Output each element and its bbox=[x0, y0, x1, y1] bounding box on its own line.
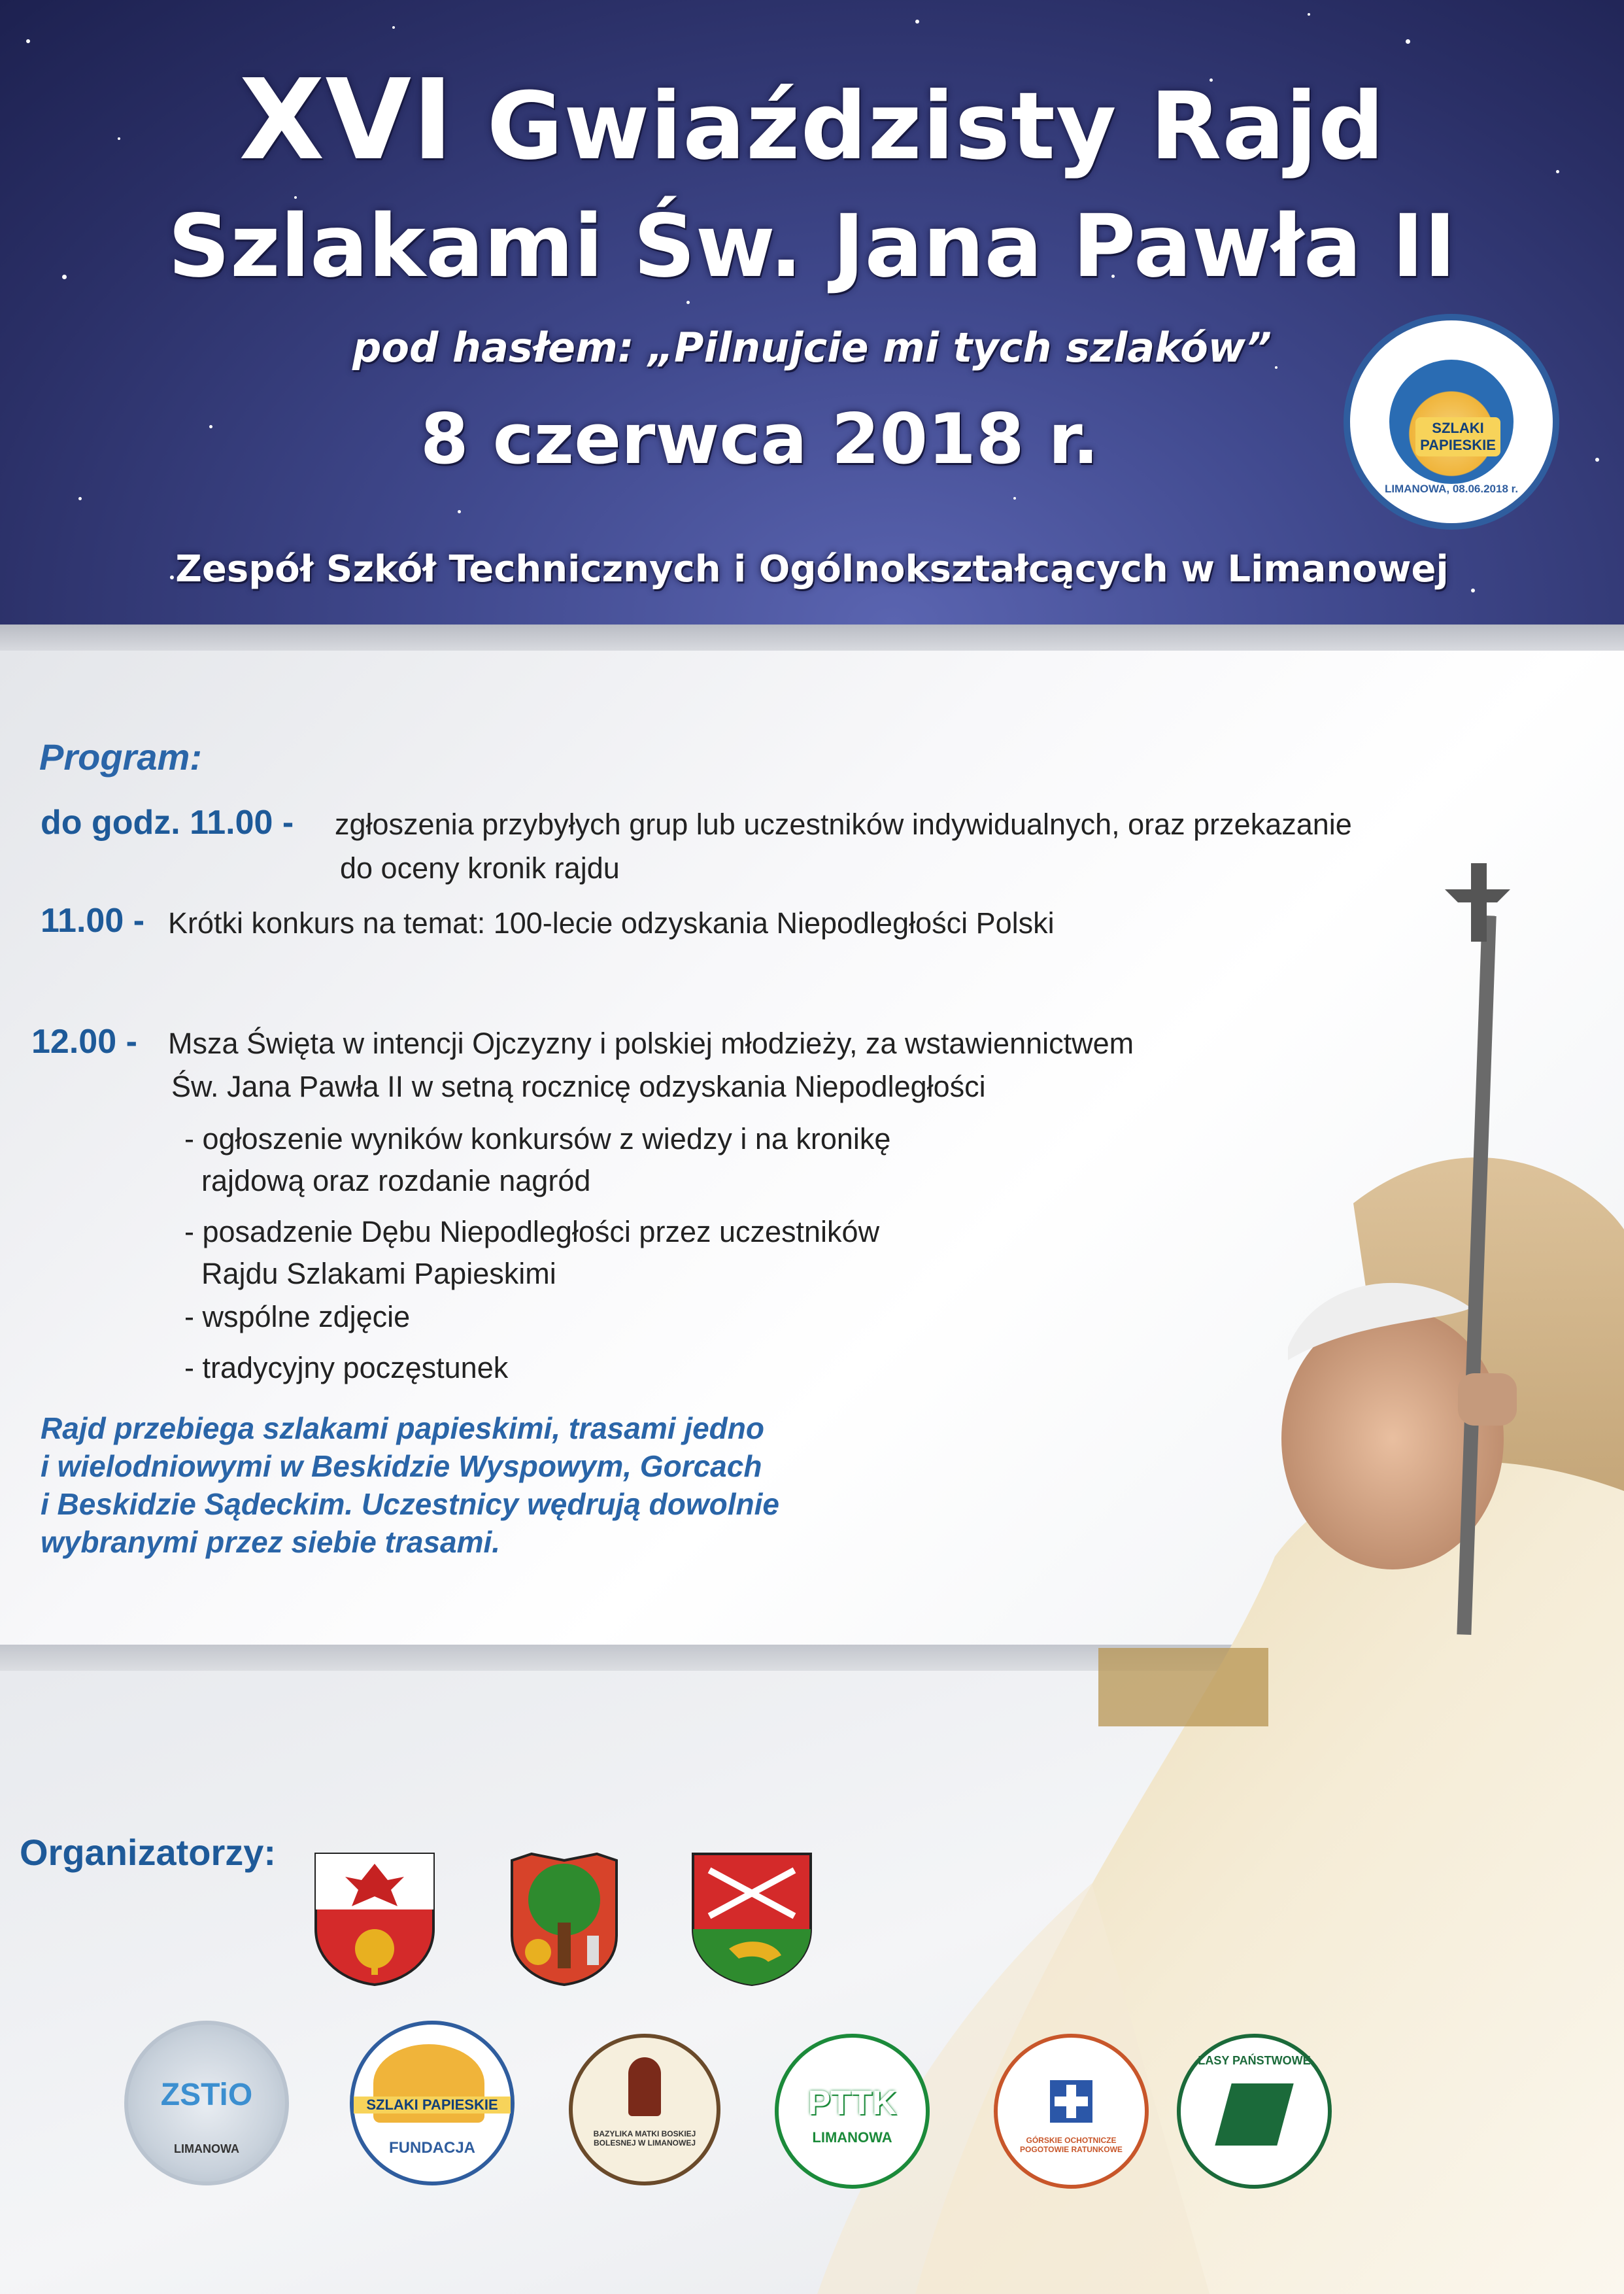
gopr-logo: GÓRSKIE OCHOTNICZE POGOTOWIE RATUNKOWE bbox=[994, 2034, 1149, 2189]
rally-description: Rajd przebiega szlakami papieskimi, trasami jedno i wielodniowymi w Beskidzie Wyspowym, Gorcach i Beskidzie Sądeckim. Uczestnicy wędrują dowolnie wybranymi przez siebie trasami. bbox=[41, 1411, 779, 1559]
program-item-3-line1: Msza Święta w intencji Ojczyzny i polskiej młodzieży, za wstawiennictwem bbox=[168, 1027, 1134, 1060]
program-subitem-4: - tradycyjny poczęstunek bbox=[184, 1351, 509, 1384]
szlaki-papieskie-foundation-logo: SZLAKI PAPIESKIE FUNDACJA bbox=[350, 2021, 515, 2185]
zstio-school-logo: ZSTiO LIMANOWA bbox=[124, 2021, 289, 2185]
program-heading: Program: bbox=[39, 736, 202, 778]
seal-ring-text: LIMANOWA, 08.06.2018 r. bbox=[1384, 483, 1519, 495]
event-title-line2: Szlakami Św. Jana Pawła II bbox=[167, 196, 1457, 297]
event-title-line1: XVI Gwiaździsty Rajd bbox=[239, 56, 1385, 185]
program-item-2-line1: Krótki konkurs na temat: 100-lecie odzyskania Niepodległości Polski bbox=[168, 906, 1055, 940]
gmina-limanowa-crest-icon bbox=[690, 1851, 814, 1988]
host-school: Zespół Szkół Technicznych i Ogólnokształcących w Limanowej bbox=[175, 548, 1449, 591]
program-subitem-1-cont: rajdową oraz rozdanie nagród bbox=[201, 1164, 591, 1197]
lasy-panstwowe-logo: LASY PAŃSTWOWE bbox=[1177, 2034, 1332, 2189]
program-subitem-2-cont: Rajdu Szlakami Papieskimi bbox=[201, 1257, 556, 1290]
pttk-limanowa-logo: PTTK LIMANOWA bbox=[775, 2034, 930, 2189]
program-item-1-line2: do oceny kronik rajdu bbox=[340, 851, 620, 885]
program-item-1-line1: zgłoszenia przybyłych grup lub uczestników indywidualnych, oraz przekazanie bbox=[335, 808, 1352, 841]
seal-label: SZLAKI PAPIESKIE bbox=[1415, 417, 1500, 456]
organizers-heading: Organizatorzy: bbox=[20, 1832, 277, 1873]
event-motto: pod hasłem: „Pilnujcie mi tych szlaków” bbox=[352, 324, 1272, 371]
program-item-3-line2: Św. Jana Pawła II w setną rocznicę odzyskania Niepodległości bbox=[171, 1070, 986, 1103]
program-time-2: 11.00 - bbox=[41, 902, 145, 940]
divider-band bbox=[0, 625, 1624, 651]
bazylika-limanowa-logo: BAZYLIKA MATKI BOSKIEJ BOLESNEJ W LIMANOWEJ bbox=[569, 2034, 720, 2185]
program-time-1: do godz. 11.00 - bbox=[41, 804, 294, 842]
event-date: 8 czerwca 2018 r. bbox=[420, 399, 1099, 479]
program-subitem-3: - wspólne zdjęcie bbox=[184, 1300, 411, 1333]
program-subitem-2: - posadzenie Dębu Niepodległości przez uczestników bbox=[184, 1215, 880, 1248]
rally-seal-logo bbox=[1344, 314, 1559, 530]
powiat-limanowski-crest-icon bbox=[313, 1851, 437, 1988]
limanowa-city-crest-icon bbox=[502, 1851, 626, 1988]
program-subitem-1: - ogłoszenie wyników konkursów z wiedzy i na kronikę bbox=[184, 1122, 891, 1156]
program-time-3: 12.00 - bbox=[31, 1023, 137, 1061]
header-banner bbox=[0, 0, 1624, 625]
